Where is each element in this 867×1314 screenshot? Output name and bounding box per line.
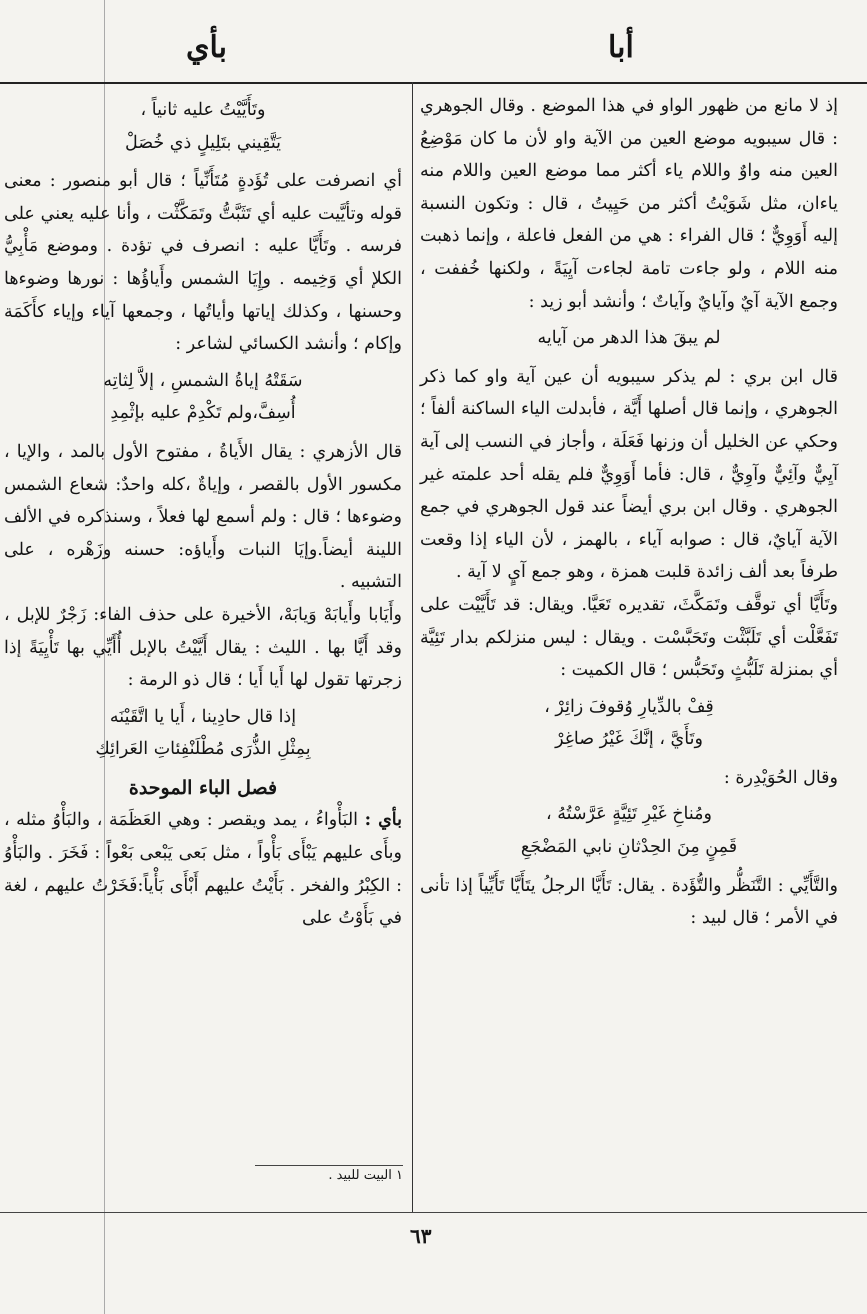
entry-headword: بأي : <box>364 810 403 831</box>
left-column <box>4 90 402 935</box>
right-paragraph-3: وتَأَيَّا أي توقَّف وتَمَكَّثَ، تقديره تَعَيَّا. ويقال: قد تَأَيَّيْت على تَفَعَّلْت أي تَلَبَّثْت وتَحَبَّسْت . ويقال : ليس منزلكم بدار تَئِيَّة أي بمنزلة تَلَبُّثٍ وتَحَبُّس ؛ قال الكميت : <box>420 594 838 681</box>
left-paragraph-2: قال الأزهري : يقال الأَياةُ ، مفتوح الأول بالمد ، والإيا ، مكسور الأول بالقصر ، وإياةٌ ،كله واحدٌ: شعاع الشمس وضوءها ؛ قال : ولم أسمع لها فعلاً ، وسنذكره في الألف اللينة أيضاً.وإيَا النبات وأَياؤه: حسنه وزَهْره ، على التشبيه . <box>4 441 402 593</box>
right-paragraph-1: إذ لا مانع من ظهور الواو في هذا الموضع . وقال الجوهري : قال سيبويه موضع العين من الآية واو لأن ما كان مَوْضِعُ العين منه واوٌ واللام ياء أكثر مما موضع العين واللام منه ياءان، مثل شَوَيْتُ أكثر من حَيِيتُ ، قال : وتكون النسبة إليه أَوَوِيٌّ ؛ قال الفراء : هي من الفعل فاعلة ، وإنما ذهبت منه اللام ، ولو جاءت تامة لجاءت آيِيَةً ، ولكنها خُففت ، وجمع الآية آيٌ وآيايٌ وآياتٌ ؛ وأنشد أبو زيد : <box>420 96 838 312</box>
verse-line: قَمِنٍ مِنَ الحِدْثانِ نابي المَضْجَعِ <box>520 837 738 858</box>
footer-rule <box>0 1212 867 1213</box>
verse-line: أُسِفَّ،ولم تَكْدِمْ عليه بإثْمِدِ <box>110 403 296 424</box>
verse-block-kumait <box>420 687 838 762</box>
left-paragraph-4 <box>4 804 402 934</box>
verse-line: قِفْ بالدِّيارِ وُقوفَ زائِرْ ، <box>544 696 714 717</box>
left-paragraph-1: أي انصرفت على تُؤَدةٍ مُتَأَنِّياً ؛ قال أبو منصور : معنى قوله وتأيَّيت عليه أي تَثَبَّتُّ وتَمَكَّثْت ، وأنا عليه يعني على فرسه . وتَأَيَّا عليه : انصرف في تؤدة . وموضع مَأْبِيُّ الكلإ أي وَخِيمه . وإِيَا الشمس وأَياؤُها : نورها وضوءها وحسنها ، وكذلك إياتها وأياتُها ، وجمعها آياء وإياء كأَكَمَة وإكام ؛ وأنشد الكسائي لشاعر : <box>4 171 402 355</box>
verse-line: يَتَّقِيني بتَلِيلٍ ذي خُصَلْ <box>124 132 282 153</box>
page-number: ٦٣ <box>410 1224 432 1248</box>
verse-line: وتَأَيَّ ، إنَّكَ غَيْرُ صاغِرْ <box>555 729 703 750</box>
left-paragraph-3: وأَيَابا وأَيابَهْ وَيابَهْ، الأخيرة على حذف الفاء: زَجْرٌ للإبل ، وقد أَيَّا بها . الليث : يقال أَيَّيْتُ بالإبل أُأَيِّي بها تَأْيِيَةً إذا زجرتها تقول لها أَيا أَيا ؛ قال ذو الرمة : <box>4 604 402 691</box>
verse-block-dhu-al-rumma <box>4 697 402 772</box>
header-word-right: أبا <box>608 30 634 65</box>
verse-block-labid <box>4 90 402 165</box>
right-paragraph-4: وقال الحُوَيْدِرة : <box>723 767 838 788</box>
verse-line: سَقَتْهُ إياةُ الشمسِ ، إلاَّ لِثاتِه <box>103 370 303 391</box>
column-divider <box>412 82 413 1212</box>
verse-line: إذا قال حادِينا ، أَيا يا اتَّقَيْنَه <box>109 706 297 727</box>
right-paragraph-5: والتَّأَيِّي : التَّنَظُّر والتُّؤَدة . يقال: تَأَيَّا الرجلُ يتَأَيَّا تَأَيِّياً إذا تأنى في الأمر ؛ قال لبيد : <box>420 875 838 929</box>
footnote: ١ البيت للبيد . <box>328 1168 403 1183</box>
verse-block-kisai <box>4 361 402 436</box>
verse-line: لم يبقَ هذا الدهر من آيايه <box>537 328 721 349</box>
verse-block-huwaydira <box>420 794 838 869</box>
right-paragraph-2: قال ابن بري : لم يذكر سيبويه أن عين آية واو كما ذكر الجوهري ، وإنما قال أصلها أَيَّة ، فأبدلت الياء الساكنة ألفاً ؛ وحكي عن الخليل أن وزنها فَعَلَة ، وأجاز في النسب إلى آية آيِيٌّ وآئِيٌّ وآوِيٌّ ، قال: فأما أَوَوِيٌّ فلم يقله أحد علمته غير الجوهري . وقال ابن بري أيضاً عند قول الجوهري في جمع الآية آيايٌ، قال : صوابه آياء ، بالهمز ، لأن الياء إذا وقعت طرفاً بعد ألف زائدة قلبت همزة ، وهو جمع آيٍ لا آية . <box>420 366 838 583</box>
right-column <box>420 90 838 935</box>
section-title: فصل الباء الموحدة <box>128 776 278 799</box>
verse-line: ومُناخِ غَيْرِ تَئِيَّةٍ عَرَّسْتُهُ ، <box>546 804 712 825</box>
verse-line: وتَأَيَّيْتُ عليه ثانياً ، <box>140 100 266 120</box>
entry-text: البَأْواءُ ، يمد ويقصر : وهي العَظَمَة ، والبَأْوُ مثله ، وبأَى عليهم يَبْأَى بَأْواً ، مثل بَعى يَبْعى بَعْواً : فَخَرَ . والبَأْوُ : الكِبْرُ والفخر . بَأَيْتُ عليهم أَبْأَى بَأْياً:فَخَرْتُ عليهم ، لغة في بَأَوْتُ على <box>4 810 402 929</box>
footnote-rule <box>255 1165 403 1166</box>
header-word-left: بأي <box>186 30 227 65</box>
header-rule <box>0 82 867 84</box>
verse-line: بِمِثْلِ الذُّرَى مُطْلَنْفِئاتِ العَرائِكِ <box>95 739 311 760</box>
